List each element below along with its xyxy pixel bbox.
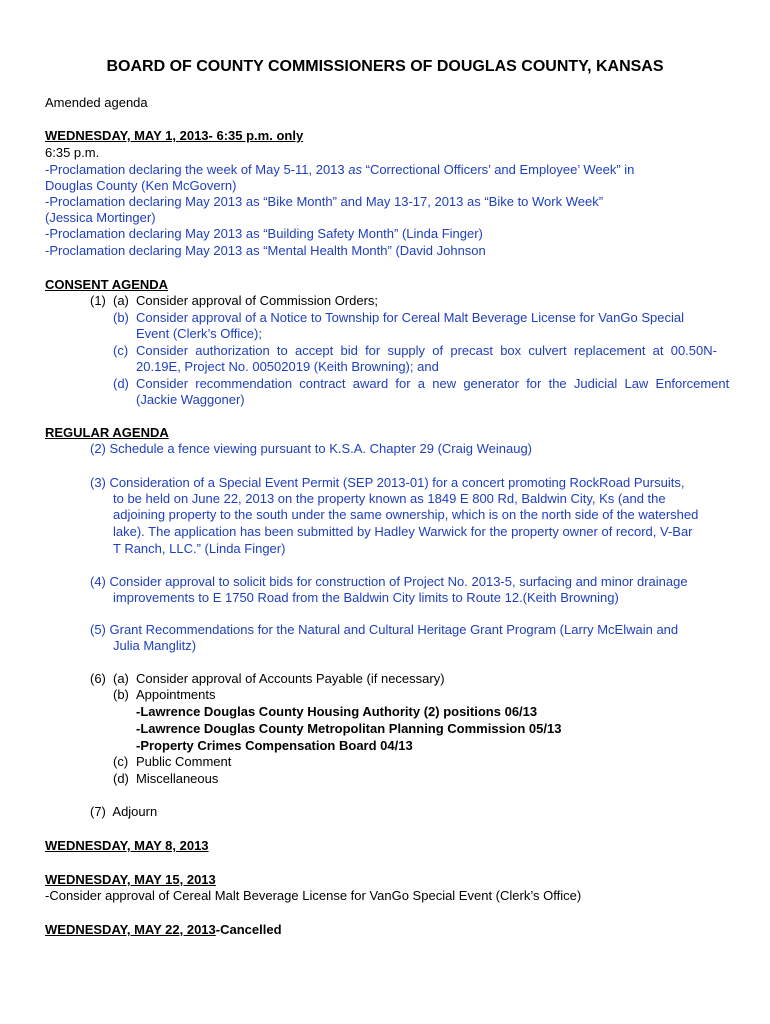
consent-b-line1: Consider approval of a Notice to Township for Cereal Malt Beverage License for VanGo Special [136, 310, 684, 325]
appointment-crimes-board: -Property Crimes Compensation Board 04/13 [136, 738, 413, 753]
regular-item-5-line2: Julia Manglitz) [113, 638, 197, 653]
regular-item-3-line5: T Ranch, LLC.” (Linda Finger) [113, 541, 286, 556]
regular-item-6a-text: Consider approval of Accounts Payable (if necessary) [136, 671, 445, 686]
proclamation-4: -Proclamation declaring May 2013 as “Mental Health Month” (David Johnson [45, 243, 486, 258]
page-subtitle: Amended agenda [45, 95, 148, 110]
regular-item-3-line4: lake). The application has been submitted by Hadley Warwick for the property owner of record, V-Bar [113, 524, 693, 539]
proclamation-2-cont: (Jessica Mortinger) [45, 210, 156, 225]
consent-b-label: (b) [113, 310, 129, 325]
may8-heading: WEDNESDAY, MAY 8, 2013 [45, 838, 209, 853]
proclamation-1-as: as [348, 162, 362, 177]
regular-item-3-line3: adjoining property to the south under the same ownership, which is on the north side of the watershed [113, 507, 699, 522]
proclamation-1-cont: Douglas County (Ken McGovern) [45, 178, 237, 193]
regular-item-6b-text: Appointments [136, 687, 216, 702]
appointment-planning-commission: -Lawrence Douglas County Metropolitan Planning Commission 05/13 [136, 721, 562, 736]
may1-time: 6:35 p.m. [45, 145, 100, 160]
may22-line [45, 922, 282, 938]
consent-c-line2: 20.19E, Project No. 00502019 (Keith Browning); and [136, 359, 439, 374]
consent-a-text: Consider approval of Commission Orders; [136, 293, 379, 308]
proclamation-1-text: -Proclamation declaring the week of May 5-11, 2013 [45, 162, 349, 177]
regular-item-4-line2: improvements to E 1750 Road from the Baldwin City limits to Route 12.(Keith Browning) [113, 590, 619, 605]
regular-item-6d-label: (d) [113, 771, 129, 786]
regular-item-4-line1: (4) Consider approval to solicit bids for construction of Project No. 2013-5, surfacing and minor drainage [90, 574, 688, 589]
may1-heading: WEDNESDAY, MAY 1, 2013- 6:35 p.m. only [45, 128, 304, 143]
consent-a-label: (a) [113, 293, 129, 308]
consent-c-label: (c) [113, 343, 129, 358]
regular-item-3-line2: to be held on June 22, 2013 on the property known as 1849 E 800 Rd, Baldwin City, Ks (and the [113, 491, 666, 506]
regular-item-2: (2) Schedule a fence viewing pursuant to K.S.A. Chapter 29 (Craig Weinaug) [90, 441, 532, 456]
may22-heading: WEDNESDAY, MAY 22, 2013 [45, 922, 216, 937]
page-title: BOARD OF COUNTY COMMISSIONERS OF DOUGLAS COUNTY, KANSAS [106, 58, 664, 75]
may22-status: -Cancelled [215, 922, 282, 937]
consent-heading: CONSENT AGENDA [45, 277, 169, 292]
regular-item-6c-text: Public Comment [136, 754, 232, 769]
proclamation-1 [45, 162, 634, 178]
appointment-housing-authority: -Lawrence Douglas County Housing Authority (2) positions 06/13 [136, 704, 538, 719]
consent-c-line1: Consider authorization to accept bid for supply of precast box culvert replacement at 00.50N- [136, 343, 717, 358]
may15-item: -Consider approval of Cereal Malt Beverage License for VanGo Special Event (Clerk’s Office) [45, 888, 582, 903]
regular-item-3-line1: (3) Consideration of a Special Event Permit (SEP 2013-01) for a concert promoting RockRoad Pursuits, [90, 475, 685, 490]
proclamation-1-text-end: “Correctional Officers’ and Employee’ Week” in [362, 162, 635, 177]
regular-item-5-line1: (5) Grant Recommendations for the Natural and Cultural Heritage Grant Program (Larry McElwain and [90, 622, 679, 637]
proclamation-2: -Proclamation declaring May 2013 as “Bike Month” and May 13-17, 2013 as “Bike to Work Week” [45, 194, 604, 209]
consent-item-number: (1) [90, 293, 106, 308]
may15-heading: WEDNESDAY, MAY 15, 2013 [45, 872, 216, 887]
proclamation-3: -Proclamation declaring May 2013 as “Building Safety Month” (Linda Finger) [45, 226, 483, 241]
consent-d-label: (d) [113, 376, 129, 391]
consent-b-line2: Event (Clerk’s Office); [136, 326, 262, 341]
regular-item-6d-text: Miscellaneous [136, 771, 219, 786]
regular-item-6-number: (6) [90, 671, 106, 686]
regular-item-6c-label: (c) [113, 754, 129, 769]
regular-item-7: (7) Adjourn [90, 804, 158, 819]
regular-heading: REGULAR AGENDA [45, 425, 169, 440]
regular-item-6b-label: (b) [113, 687, 129, 702]
consent-d-line1: Consider recommendation contract award for a new generator for the Judicial Law Enforcement [136, 376, 730, 391]
regular-item-6a-label: (a) [113, 671, 129, 686]
consent-d-line2: (Jackie Waggoner) [136, 392, 245, 407]
